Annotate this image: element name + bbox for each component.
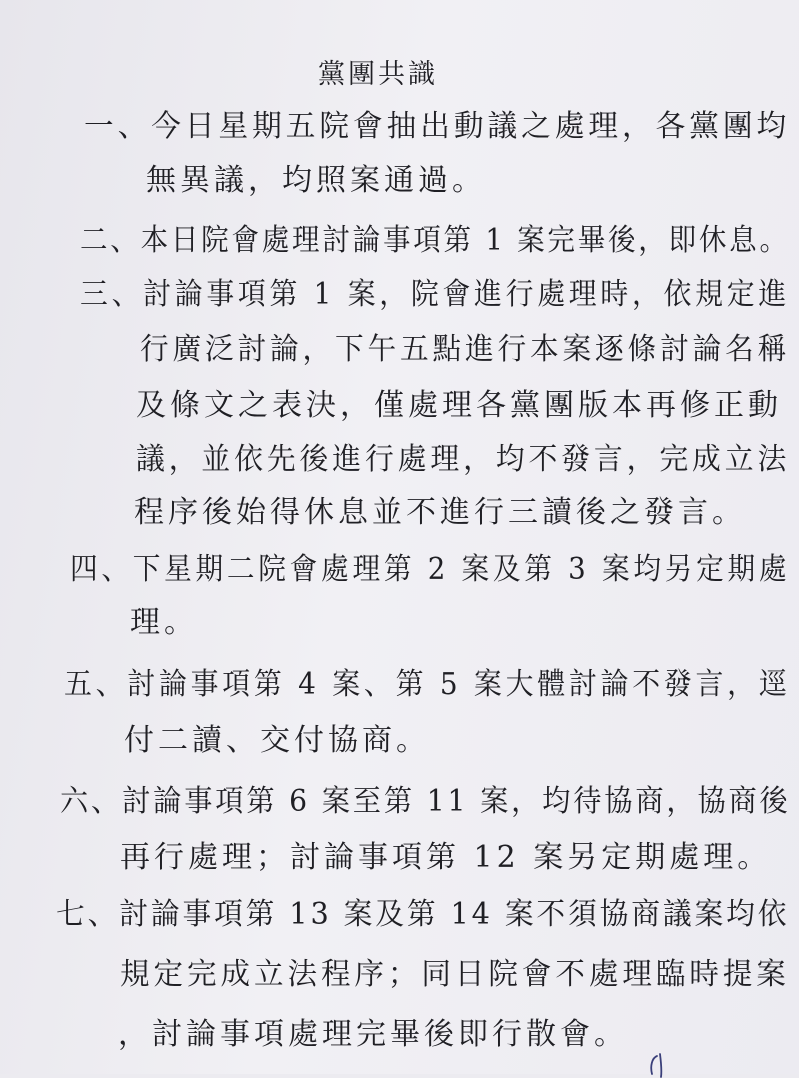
item-3-line-5: 程序後始得休息並不進行三讀後之發言。 <box>134 495 746 530</box>
item-7-line-2: 規定完成立法程序；同日院會不處理臨時提案 <box>120 957 790 992</box>
item-3-line-1: 三、討論事項第 1 案，院會進行處理時，依規定進 <box>80 277 790 312</box>
item-4-line-2: 理。 <box>130 605 198 640</box>
item-3-line-2: 行廣泛討論，下午五點進行本案逐條討論名稱 <box>140 332 791 367</box>
item-7-line-1: 七、討論事項第 13 案及第 14 案不須協商議案均依 <box>56 897 790 932</box>
item-6-line-1: 六、討論事項第 6 案至第 11 案，均待協商，協商後 <box>60 784 791 819</box>
item-3-line-4: 議，並依先後進行處理，均不發言，完成立法 <box>136 442 791 477</box>
item-1-line-2: 無異議，均照案通過。 <box>146 163 486 198</box>
item-7-line-3: ，討論事項處理完畢後即行散會。 <box>118 1017 628 1052</box>
item-1-line-1: 一、今日星期五院會抽出動議之處理，各黨團均 <box>84 109 791 144</box>
item-6-line-2: 再行處理；討論事項第 12 案另定期處理。 <box>120 840 772 875</box>
document-title: 黨團共識 <box>318 59 438 90</box>
item-5-line-1: 五、討論事項第 4 案、第 5 案大體討論不發言，逕 <box>64 667 791 702</box>
item-4-line-1: 四、下星期二院會處理第 2 案及第 3 案均另定期處 <box>70 552 791 587</box>
item-3-line-3: 及條文之表決，僅處理各黨團版本再修正動 <box>136 388 782 423</box>
item-2-line-1: 二、本日院會處理討論事項第 1 案完畢後，即休息。 <box>80 223 790 258</box>
item-5-line-2: 付二讀、交付協商。 <box>124 723 430 758</box>
